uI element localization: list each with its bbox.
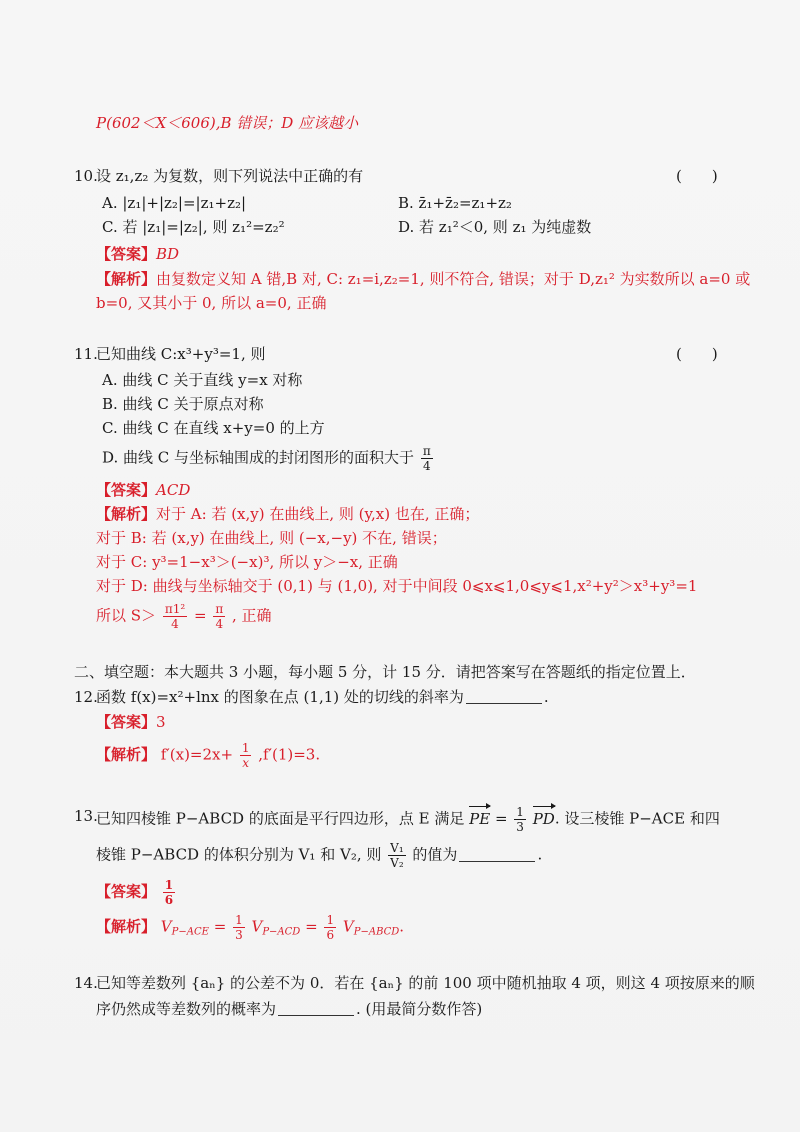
section-heading: 二、填空题：本大题共 3 小题，每小题 5 分，计 15 分．请把答案写在答题纸的指定位置上． xyxy=(74,663,696,681)
solution-text: 由复数定义知 A 错,B 对, C: z₁=i,z₂=1, 则不符合, 错误；对于 D,z₁² 为实数所以 a=0 或 xyxy=(156,270,751,288)
question-stem: 序仍然成等差数列的概率为 . (用最简分数作答) xyxy=(96,1000,483,1018)
answer-paren: ( ) xyxy=(676,167,718,185)
question-number: 14. xyxy=(74,974,98,992)
answer-fraction: $\frac{1}{6}$ xyxy=(164,878,174,907)
option-d: D. 曲线 C 与坐标轴围成的封闭图形的面积大于 $\frac{\pi}{4}$ xyxy=(102,444,431,473)
fraction: $\frac{1}{6}$ xyxy=(326,913,335,942)
question-stem: 设 z₁,z₂ 为复数，则下列说法中正确的有 xyxy=(96,167,364,185)
answer-value: ACD xyxy=(156,481,191,499)
answer-blank[interactable] xyxy=(459,847,535,862)
solution-text: 对于 B: 若 (x,y) 在曲线上, 则 (−x,−y) 不在, 错误； xyxy=(96,529,447,547)
solution-label: 【解析】 xyxy=(96,505,157,523)
carryover-note-text: P(602＜X＜606),B 错误；D 应该越小 xyxy=(96,114,359,132)
question-number: 13. xyxy=(74,807,98,825)
solution-text: 对于 D: 曲线与坐标轴交于 (0,1) 与 (1,0), 对于中间段 0⩽x⩽1,0⩽y⩽1,x²+y²＞x³+y³=1 xyxy=(96,577,698,595)
fraction: $\frac{\text{π1²}}{4}$ xyxy=(164,602,186,631)
answer-label: 【答案】 xyxy=(96,245,157,263)
solution-text: 所以 S＞ $\frac{\text{π1²}}{4}$ = $\frac{\pi}{4}$ , 正确 xyxy=(96,602,272,631)
fraction: $\frac{1}{3}$ xyxy=(516,805,524,834)
option-c: C. 曲线 C 在直线 x+y=0 的上方 xyxy=(102,419,325,437)
option-c: C. 若 |z₁|=|z₂|, 则 z₁²=z₂² xyxy=(102,218,285,236)
vector-pd: PD xyxy=(532,809,555,828)
answer-value: BD xyxy=(156,245,180,263)
question-stem: 已知四棱锥 P−ABCD 的底面是平行四边形，点 E 满足 PE = $\frac{1}{3}$ PD. 设三棱锥 P−ACE 和四 xyxy=(96,805,720,834)
solution-text: 对于 A: 若 (x,y) 在曲线上, 则 (y,x) 也在, 正确； xyxy=(156,505,480,523)
fraction: $\frac{\pi}{4}$ xyxy=(215,602,224,631)
option-b: B. 曲线 C 关于原点对称 xyxy=(102,395,264,413)
fraction: $\frac{\text{V₁}}{\text{V₂}}$ xyxy=(390,841,404,870)
solution-text: 对于 C: y³=1−x³＞(−x)³, 所以 y＞−x, 正确 xyxy=(96,553,398,571)
answer-blank[interactable] xyxy=(466,689,542,704)
option-a: A. 曲线 C 关于直线 y=x 对称 xyxy=(102,371,303,389)
question-stem: 函数 f(x)=x²+lnx 的图象在点 (1,1) 处的切线的斜率为 . xyxy=(96,688,549,706)
answer-label: 【答案】 xyxy=(96,713,157,731)
option-d: D. 若 z₁²＜0, 则 z₁ 为纯虚数 xyxy=(398,218,592,236)
question-number: 11. xyxy=(74,345,98,363)
answer-blank[interactable] xyxy=(278,1001,354,1016)
question-number: 10. xyxy=(74,167,98,185)
option-b: B. z̄₁+z̄₂=z₁+z₂ xyxy=(398,194,512,212)
vector-pe: PE xyxy=(469,809,491,828)
answer-value: 3 xyxy=(156,713,166,731)
fraction: $\frac{1}{3}$ xyxy=(235,913,243,942)
fraction: $\frac{1}{x}$ xyxy=(241,741,250,770)
solution-label: 【解析】 xyxy=(96,917,157,936)
question-stem: 已知曲线 C:x³+y³=1, 则 xyxy=(96,345,266,363)
solution-label: 【解析】 xyxy=(96,745,157,764)
answer-paren: ( ) xyxy=(676,345,718,363)
question-stem: 已知等差数列 {aₙ} 的公差不为 0．若在 {aₙ} 的前 100 项中随机抽取 4 项，则这 4 项按原来的顺 xyxy=(96,974,755,992)
solution-line: 【解析】 f′(x)=2x+ $\frac{1}{x}$ ,f′(1)=3. xyxy=(96,741,321,770)
answer-line xyxy=(96,878,177,907)
answer-label: 【答案】 xyxy=(96,882,157,901)
solution-text: b=0, 又其小于 0, 所以 a=0, 正确 xyxy=(96,294,327,312)
fraction: $\frac{\pi}{4}$ xyxy=(422,444,431,473)
solution-label: 【解析】 xyxy=(96,270,157,288)
option-a: A. |z₁|+|z₂|=|z₁+z₂| xyxy=(102,194,247,212)
question-stem: 棱锥 P−ABCD 的体积分别为 V₁ 和 V₂, 则 $\frac{\text{V₁}}{\text{V₂}}$ 的值为 . xyxy=(96,841,543,870)
question-number: 12. xyxy=(74,688,98,706)
answer-label: 【答案】 xyxy=(96,481,157,499)
solution-line: 【解析】 $V_{P-ACE}$ = $\frac{1}{3}$ $V_{P-ACD}$ = $\frac{1}{6}$ $V_{P-ABCD}$. xyxy=(96,913,405,942)
